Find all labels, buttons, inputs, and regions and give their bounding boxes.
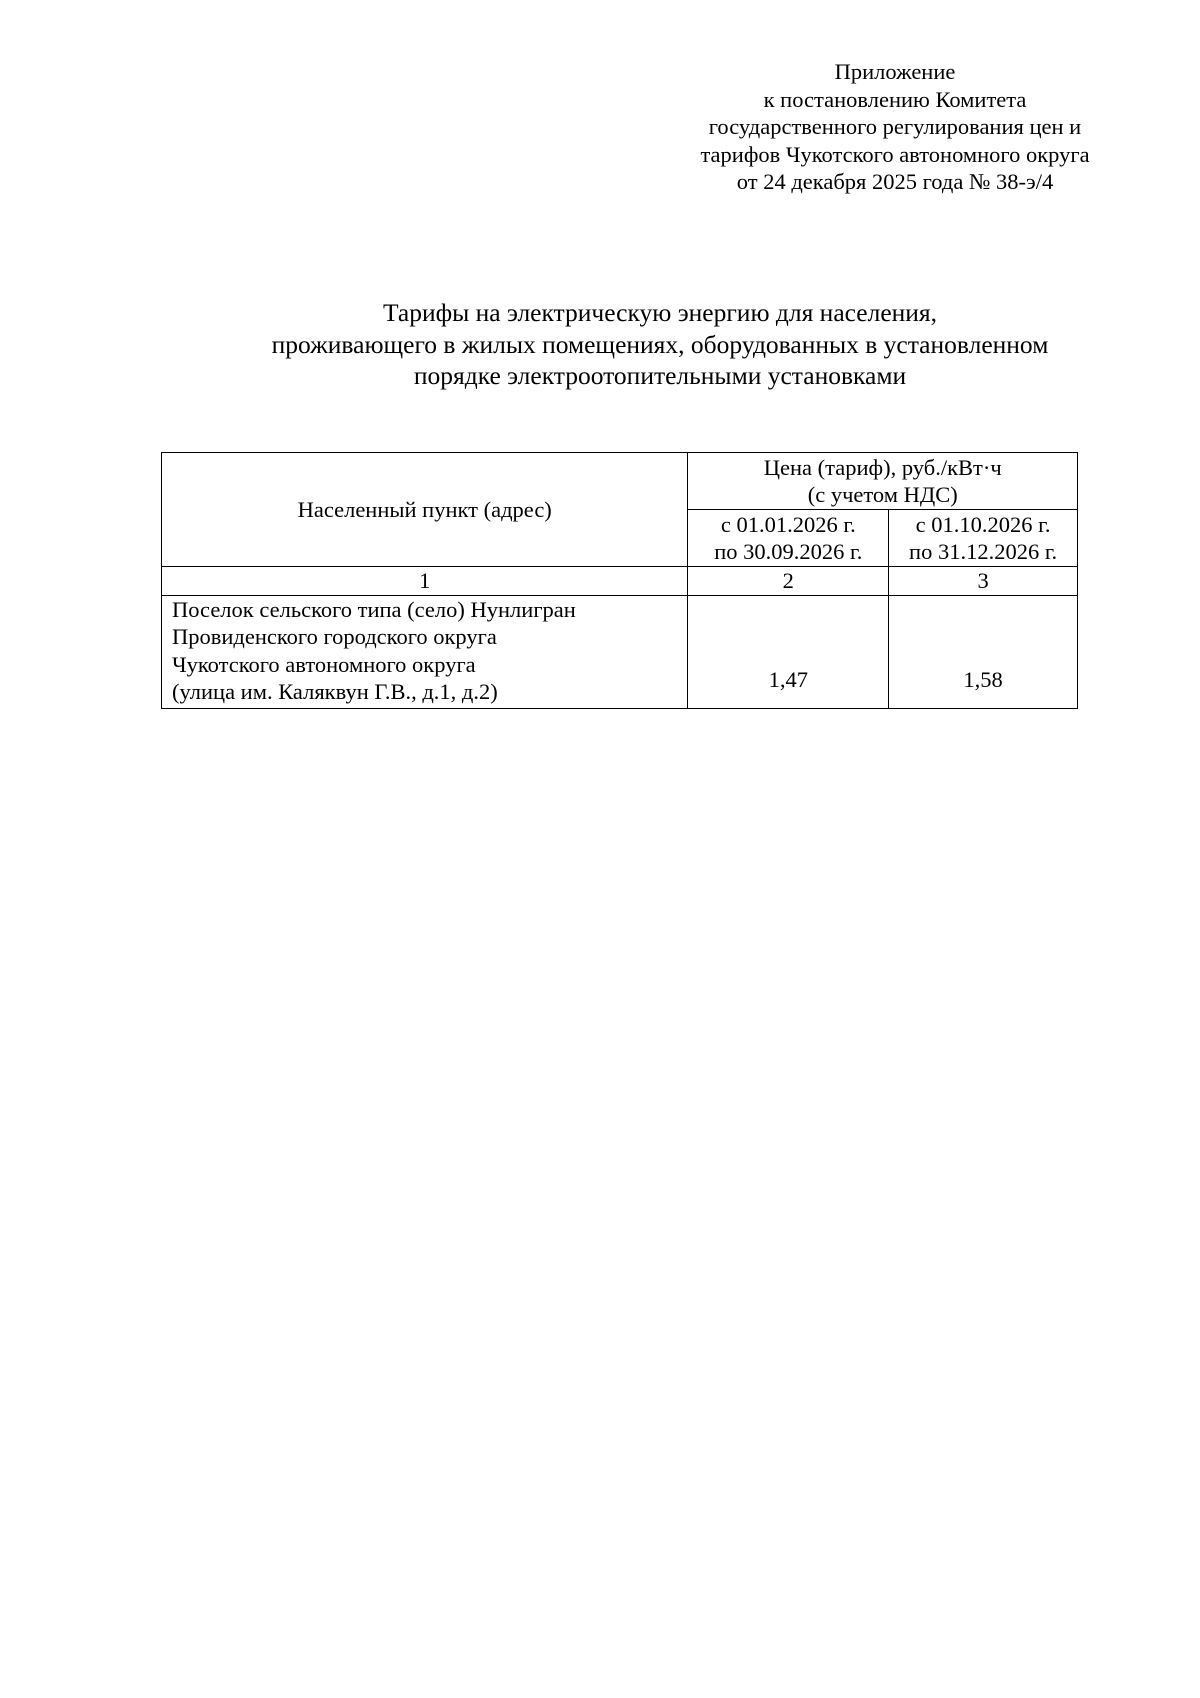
title-line: проживающего в жилых помещениях, оборудованных в установленном — [271, 329, 1049, 359]
column-number-row — [162, 567, 1078, 596]
appendix-line: от 24 декабря 2025 года № 38-э/4 — [736, 169, 1054, 194]
appendix-line: государственного регулирования цен и — [708, 114, 1082, 139]
appendix-line: к постановлению Комитета — [763, 86, 1027, 112]
address-line: Провиденского городского округа — [172, 624, 497, 649]
price-period1-cell: 1,47 — [688, 595, 889, 708]
header-price-label: Цена (тариф), руб./кВт·ч — [763, 454, 1002, 480]
period1-end: по 30.09.2026 г. — [714, 539, 863, 564]
table-row — [162, 595, 1078, 708]
address-line: Чукотского автономного округа — [172, 651, 476, 677]
column-number-cell: 2 — [688, 567, 889, 596]
header-address-cell — [162, 453, 688, 567]
header-row — [162, 453, 1078, 510]
header-address-label: Населенный пункт (адрес) — [297, 496, 552, 522]
price-period2-cell: 1,58 — [889, 595, 1078, 708]
appendix-line: тарифов Чукотского автономного округа — [700, 141, 1090, 167]
address-line: Поселок сельского типа (село) Нунлигран — [172, 596, 576, 622]
tariff-table — [161, 452, 1078, 709]
header-period2-cell — [889, 510, 1078, 567]
period2-end: по 31.12.2026 г. — [909, 539, 1058, 564]
column-number-cell: 1 — [162, 567, 688, 596]
header-period1-cell — [688, 510, 889, 567]
address-cell — [162, 595, 688, 708]
header-price-vat-label: (с учетом НДС) — [807, 482, 958, 507]
header-price-cell — [688, 453, 1078, 510]
appendix-block — [660, 58, 1130, 196]
period2-start: с 01.10.2026 г. — [915, 511, 1051, 537]
title-line: порядке электроотопительными установками — [413, 361, 907, 390]
document-title — [160, 297, 1160, 392]
address-line: (улица им. Каляквун Г.В., д.1, д.2) — [172, 679, 498, 704]
title-line: Тарифы на электрическую энергию для населения, — [382, 298, 938, 327]
period1-start: с 01.01.2026 г. — [720, 511, 856, 537]
column-number-cell: 3 — [889, 567, 1078, 596]
appendix-line: Приложение — [834, 59, 956, 84]
